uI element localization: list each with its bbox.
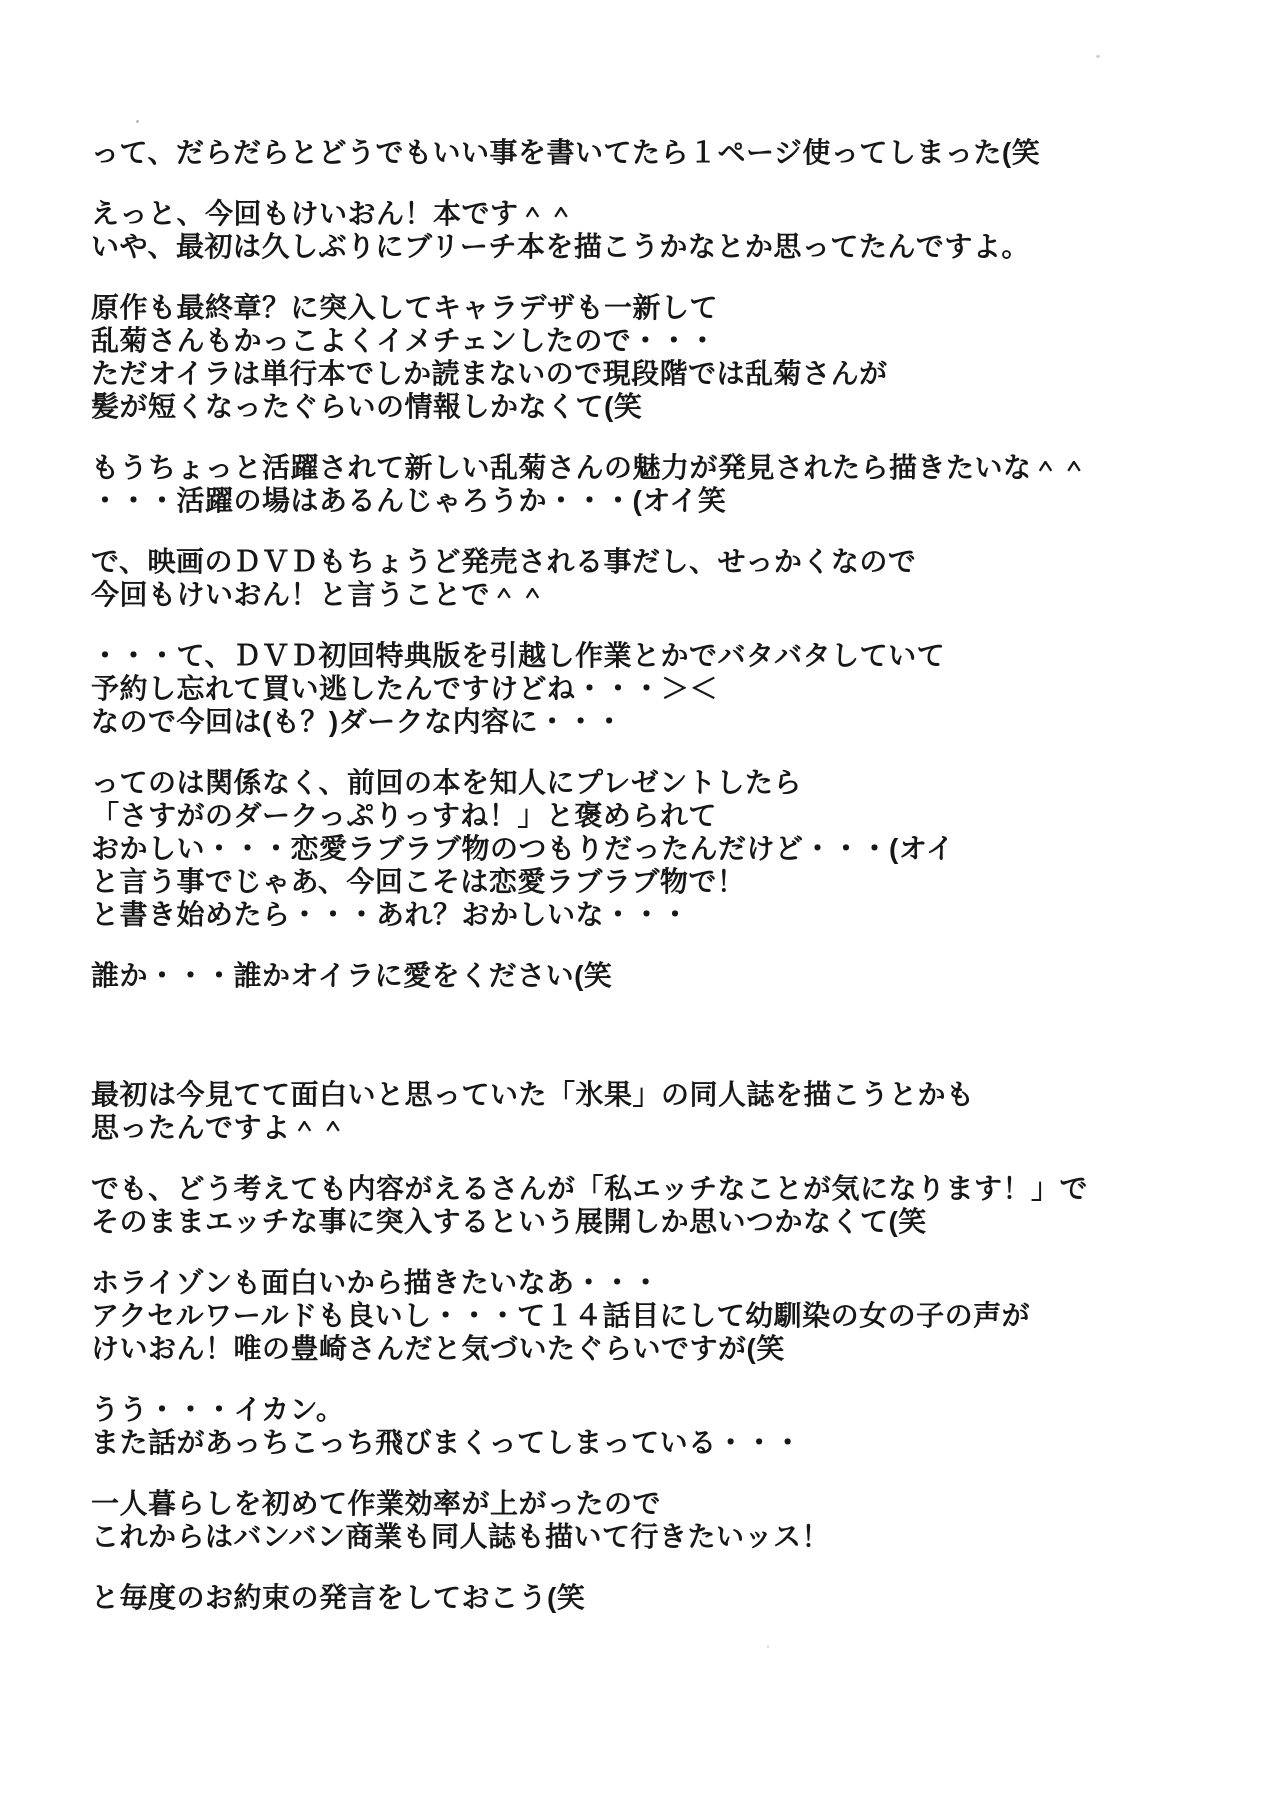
text-line: いや、最初は久しぶりにブリーチ本を描こうかなとか思ってたんですよ。	[91, 231, 1030, 262]
text-line: ホライゾンも面白いから描きたいなあ・・・	[91, 1267, 661, 1298]
text-line: って、だらだらとどうでもいい事を書いてたら１ページ使ってしまった(笑	[91, 137, 1041, 168]
text-line: ってのは関係なく、前回の本を知人にプレゼントしたら	[91, 767, 802, 798]
text-line: 最初は今見てて面白いと思っていた「氷果」の同人誌を描こうとかも	[91, 1079, 975, 1110]
text-line: これからはバンバン商業も同人誌も描いて行きたいッス！	[91, 1521, 831, 1552]
text-line: もうちょっと活躍されて新しい乱菊さんの魅力が発見されたら描きたいな＾＾	[91, 452, 1089, 483]
text-line: 原作も最終章？に突入してキャラデザも一新して	[91, 292, 719, 323]
text-line: 「さすがのダークっぷりっすね！」と褒められて	[91, 800, 717, 831]
text-line: アクセルワールドも良いし・・・て１４話目にして幼馴染の女の子の声が	[91, 1300, 1031, 1331]
text-line: おかしい・・・恋愛ラブラブ物のつもりだったんだけど・・・(オイ	[91, 833, 955, 864]
paragraph	[91, 1078, 1251, 1144]
text-line: ただオイラは単行本でしか読まないので現段階では乱菊さんが	[91, 358, 888, 389]
paragraph	[91, 639, 1251, 738]
text-line: と毎度のお約束の発言をしておこう(笑	[91, 1582, 586, 1613]
paragraph	[91, 1581, 1251, 1614]
paragraph	[91, 1487, 1251, 1553]
paragraph	[91, 291, 1251, 423]
text-line: と書き始めたら・・・あれ？おかしいな・・・	[91, 899, 690, 930]
paragraph	[91, 1172, 1251, 1238]
text-line: ・・・て、ＤＶＤ初回特典版を引越し作業とかでバタバタしていて	[91, 640, 946, 671]
text-line: 誰か・・・誰かオイラに愛をください(笑	[91, 960, 613, 991]
text-line: うう・・・イカン。	[91, 1394, 345, 1425]
text-line: そのままエッチな事に突入するという展開しか思いつかなくて(笑	[91, 1206, 927, 1237]
text-line: で、映画のＤＶＤもちょうど発売される事だし、せっかくなので	[91, 546, 917, 577]
paragraph	[91, 197, 1251, 263]
text-line: けいおん！唯の豊崎さんだと気づいたぐらいですが(笑	[91, 1333, 785, 1364]
paragraph	[91, 545, 1251, 611]
text-line: 今回もけいおん！と言うことで＾＾	[91, 579, 548, 610]
afterword-text-block	[91, 136, 1251, 1642]
paragraph	[91, 959, 1251, 992]
text-line: でも、どう考えても内容がえるさんが「私エッチなことが気になります！」で	[91, 1173, 1088, 1204]
text-line: と言う事でじゃあ、今回こそは恋愛ラブラブ物で！	[91, 866, 746, 897]
scan-speck	[1096, 55, 1100, 58]
text-line: えっと、今回もけいおん！本です＾＾	[91, 198, 576, 229]
text-line: 一人暮らしを初めて作業効率が上がったので	[91, 1488, 662, 1519]
text-line: 乱菊さんもかっこよくイメチェンしたので・・・	[91, 325, 717, 356]
scan-speck	[136, 120, 139, 123]
text-line: 思ったんですよ＾＾	[91, 1112, 348, 1143]
paragraph	[91, 1393, 1251, 1459]
scan-speck	[767, 1645, 769, 1648]
text-line: ・・・活躍の場はあるんじゃろうか・・・(オイ笑	[91, 485, 727, 516]
paragraph	[91, 451, 1251, 517]
paragraph	[91, 1266, 1251, 1365]
text-line: また話があっちこっち飛びまくってしまっている・・・	[91, 1427, 803, 1458]
text-line: なので今回は(も？)ダークな内容に・・・	[91, 706, 624, 737]
paragraph	[91, 136, 1251, 169]
paragraph	[91, 766, 1251, 931]
text-line: 予約し忘れて買い逃したんですけどね・・・＞＜	[91, 673, 719, 704]
text-line: 髪が短くなったぐらいの情報しかなくて(笑	[91, 391, 643, 422]
